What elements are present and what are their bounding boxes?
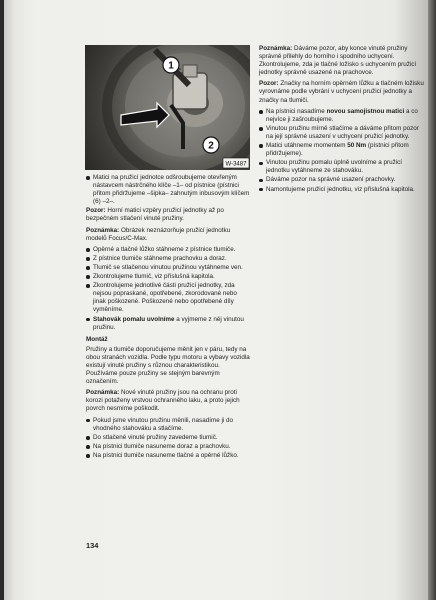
poznamka-note-2: Poznámka: Nové vinuté pružiny jsou na ochranu proti korozi potaženy vrstvou ochranného laku, a proto jejich povrch nesmíme poškodit. (86, 389, 240, 413)
poznamka-note: Poznámka: Obrázek neznázorňuje pružicí jednotku modelů Focus/C-Max. (86, 226, 231, 242)
list-item: Opěrné a tlačné lůžko stáhneme z pístnice tlumiče. (86, 246, 250, 254)
list-item: Tlumič se stlačenou vinutou pružinou vytáhneme ven. (86, 264, 250, 272)
strut-photo (85, 45, 250, 170)
socket-wrench (173, 73, 207, 109)
list-item: Na pístnici tlumiče nasuneme tlačné a opěrné lůžko. (86, 452, 250, 460)
list-item: Do stlačené vinuté pružiny zavedeme tlumič. (86, 434, 250, 442)
list-item: Dáváme pozor na správné usazení prachovky. (259, 176, 427, 184)
list-item: Matici na pružicí jednotce odšroubujeme otevřeným nástavcem nástrčného klíče –1– od pístnice (pístnici přitom přidržujeme –šipka– zahnutým inbusovým klíčem (6) –2–. (86, 174, 250, 206)
figure-code: W-3487 (225, 161, 247, 168)
pozor-note: Pozor: Horní matici vzpěry pružicí jednotky až po bezpečném stlačení vinuté pružiny. (86, 207, 224, 223)
left-column (86, 174, 250, 461)
list-item: Vinutou pružinu mírně stlačíme a dáváme přitom pozor na její správné usazení v uchycení pružicí jednotky. (259, 125, 427, 141)
list-item: Matici utáhneme momentem 50 Nm (pístnici přitom přidržujeme). (259, 142, 427, 158)
list-item: Pokud jsme vinutou pružinu měnili, nasadíme ji do vhodného stahováku a stlačíme. (86, 417, 250, 433)
list-item: Zkontrolujeme jednotlivé části pružicí jednotky, zda nejsou popraskané, opotřebené, zkorodované nebo jinak poškozené. Poškozené nebo opotřebené díly vyměníme. (86, 282, 250, 314)
page-edge-shadow (428, 0, 436, 600)
list-item: Na pístnici nasadíme novou samojistnou matici a co nejvíce ji zašroubujeme. (259, 108, 427, 124)
list-item: Na pístnici tlumiče nasuneme doraz a prachovku. (86, 443, 250, 451)
list-item: Z pístnice tlumiče stáhneme prachovku a doraz. (86, 255, 250, 263)
svg-text:2: 2 (208, 140, 214, 152)
list-item: Stahovák pomalu uvolníme a vyjmeme z něj vinutou pružinu. (86, 316, 250, 332)
pozor-note-right: Pozor: Značky na horním opěrném lůžku a tlačném ložisku vyrovnáme podle vybrání v uchycení pružicí jednotky a značky na tlumiči. (259, 80, 424, 104)
page-number: 134 (86, 541, 99, 550)
right-column (259, 45, 427, 195)
strut-illustration (85, 45, 250, 170)
svg-text:1: 1 (168, 60, 174, 72)
list-item: Namontujeme pružicí jednotku, viz příslušná kapitola. (259, 186, 427, 194)
poznamka-note-right: Poznámka: Dáváme pozor, aby konce vinuté pružiny správně přilehly do horního i spodního uchycení. Zkontrolujeme, zda je tlačné ložisko s uchycením pružicí jednotky správně usazené na prachovce. (259, 45, 417, 77)
list-item: Vinutou pružinu pomalu úplně uvolníme a pružicí jednotku vytáhneme ze stahováku. (259, 159, 427, 175)
list-item: Zkontrolujeme tlumič, viz příslušná kapitola. (86, 273, 250, 281)
montaz-heading: Montáž (86, 335, 108, 343)
montaz-paragraph: Pružiny a tlumiče doporučujeme měnit jen v páru, tedy na obou stranách vozidla. Podle typu motoru a vybavy vozidla existují vinuté pružiny s různou charakteristikou. Používáme pouze pružiny se stejným barevným označením. (86, 345, 250, 386)
